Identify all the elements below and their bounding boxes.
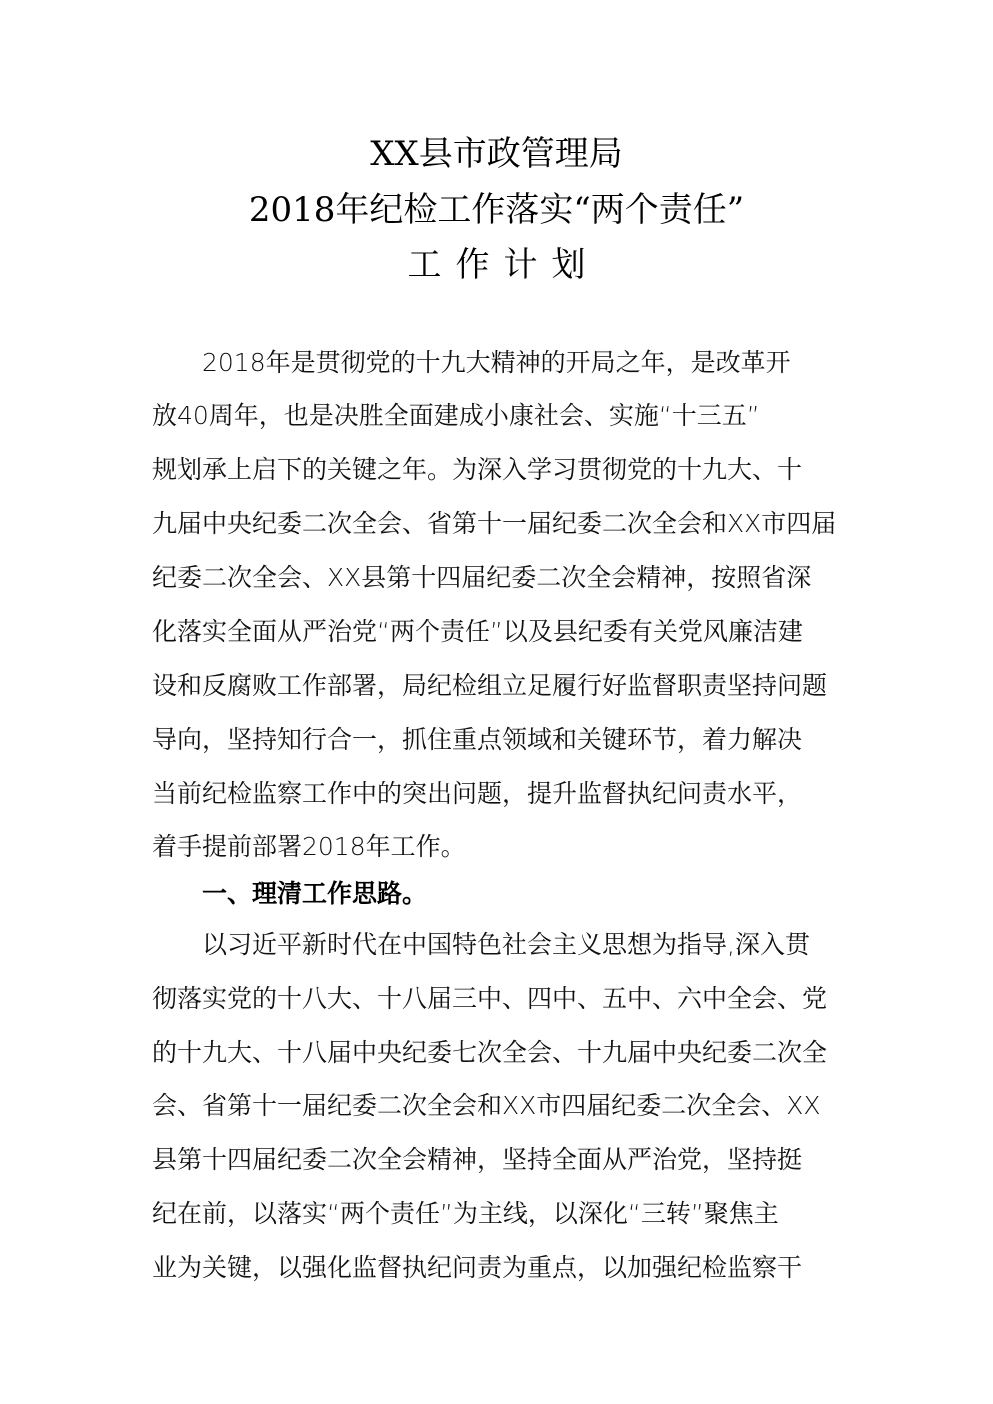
title-organization: XX县市政管理局 — [370, 134, 623, 174]
paragraph-line: 业为关键，以强化监督执纪问责为重点，以加强纪检监察干 — [152, 1253, 803, 1282]
title-subject: 2018年纪检工作落实“两个责任” — [248, 190, 745, 230]
paragraph-line: 县第十四届纪委二次全会精神，坚持全面从严治党，坚持挺 — [152, 1145, 803, 1174]
paragraph-line: 设和反腐败工作部署，局纪检组立足履行好监督职责坚持问题 — [152, 671, 828, 700]
paragraph-line: 当前纪检监察工作中的突出问题，提升监督执纪问责水平， — [152, 779, 803, 808]
paragraph-line: 放40周年，也是决胜全面建成小康社会、实施“十三五” — [152, 401, 760, 430]
section-heading: 一、理清工作思路。 — [202, 879, 428, 908]
paragraph-line: 2018年是贯彻党的十九大精神的开局之年，是改革开 — [202, 348, 791, 377]
paragraph-line: 化落实全面从严治党“两个责任”以及县纪委有关党风廉洁建 — [152, 617, 803, 646]
paragraph-line: 九届中央纪委二次全会、省第十一届纪委二次全会和XX市四届 — [152, 509, 837, 538]
paragraph-line: 导向，坚持知行合一，抓住重点领域和关键环节，着力解决 — [152, 725, 803, 754]
paragraph-line: 彻落实党的十八大、十八届三中、四中、五中、六中全会、党 — [152, 984, 828, 1013]
paragraph-line: 会、省第十一届纪委二次全会和XX市四届纪委二次全会、XX — [152, 1091, 821, 1120]
paragraph-line: 纪委二次全会、XX县第十四届纪委二次全会精神，按照省深 — [152, 563, 812, 592]
paragraph-line: 规划承上启下的关键之年。为深入学习贯彻党的十九大、十 — [152, 455, 803, 484]
paragraph-line: 的十九大、十八届中央纪委七次全会、十九届中央纪委二次全 — [152, 1038, 828, 1067]
paragraph-line: 以习近平新时代在中国特色社会主义思想为指导,深入贯 — [202, 930, 810, 959]
title-document-type: 工作计划 — [407, 245, 600, 285]
paragraph-line: 着手提前部署2018年工作。 — [152, 832, 466, 861]
paragraph-line: 纪在前，以落实“两个责任”为主线，以深化“三转”聚焦主 — [152, 1199, 779, 1228]
